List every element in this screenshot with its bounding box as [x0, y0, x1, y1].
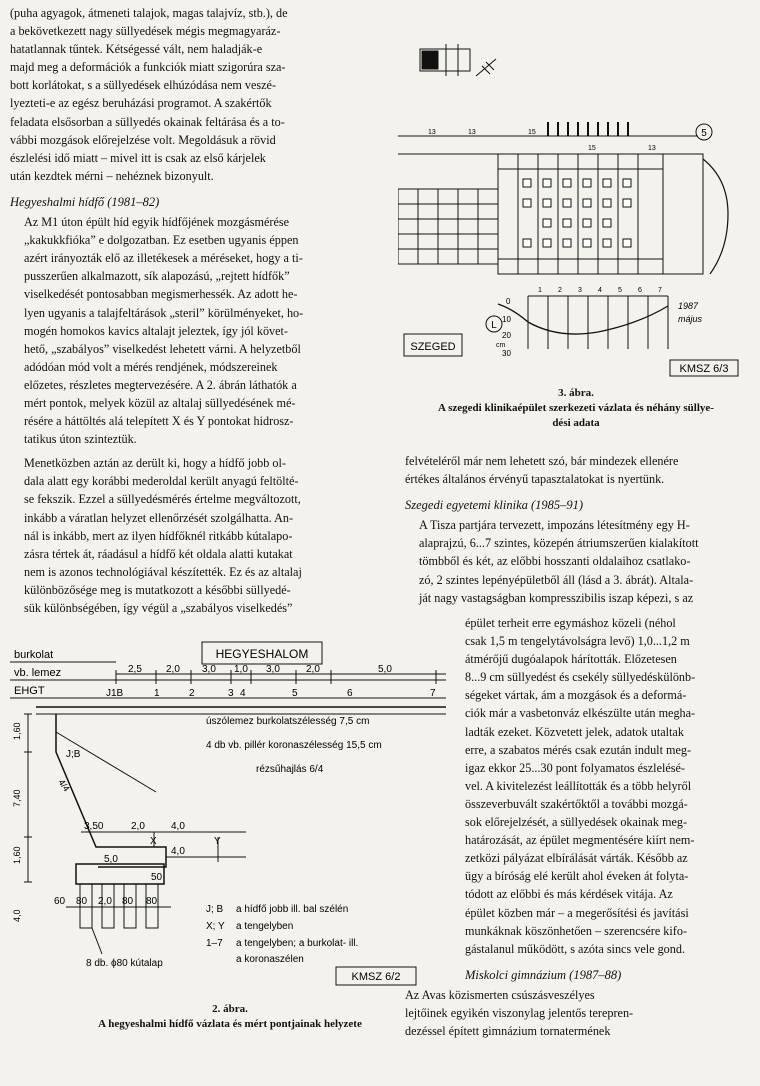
text-line: átmérőjű dugóalapok hárították. Előzetesen	[465, 652, 677, 667]
text-line: alaprajzú, 6...7 szintes, közepén átriumszerűen kialakított	[419, 536, 699, 551]
figure-2-caption	[10, 1002, 450, 1032]
text-line: értékes általános érvényű tapasztalatokat is nyertünk.	[405, 472, 665, 487]
point-j1b: J1B	[106, 688, 124, 699]
spacing-4: 1,0	[234, 664, 248, 675]
text-line: tódott az előbbi és más kérdések vitája. Az	[465, 887, 673, 902]
text-line: dala alatt egy korábbi mederoldal került anyagú feltölté-	[24, 474, 299, 489]
bottom-dim-80b: 80	[122, 896, 134, 907]
text-line: mogén homokos kavics altalajt jeleztek, így jól követ-	[24, 323, 288, 338]
text-line: Az M1 úton épült híd egyik hídfőjének mozgásmérése	[24, 215, 290, 230]
figure-3-szeged-diagram	[398, 4, 754, 384]
text-line: ügy a bíróság elé került ahol éveken át folyta-	[465, 869, 689, 884]
dim-50a: 5,0	[104, 854, 118, 865]
text-line: erre, a szabatos mérés csak ezután indult meg-	[465, 742, 692, 757]
text-line: adódóan mód volt a mérés rendjének, módszereinek	[24, 359, 278, 374]
point-y: Y	[214, 836, 221, 847]
legend-key-1: J; B	[206, 904, 224, 915]
stamp-kmsz-6-3: KMSZ 6/3	[679, 363, 729, 375]
figure-3-caption	[398, 386, 754, 431]
axis-label-0: 0	[506, 297, 511, 306]
text-line: bott korlátokat, s a süllyedések elhúzódása nem veszé-	[10, 78, 277, 93]
text-line: (puha agyagok, átmeneti talajok, magas talajvíz, stb.), de	[10, 6, 288, 20]
figure-2-caption-title: 2. ábra.	[212, 1003, 248, 1015]
point-2: 2	[189, 688, 195, 699]
kutalap-label: 8 db. ϕ80 kútalap	[86, 958, 163, 969]
axis-label-20: 20	[502, 331, 511, 340]
axis-label-30: 30	[502, 349, 511, 358]
bottom-dim-20: 2,0	[98, 896, 112, 907]
text-line: lyezteti-e az egész beruházási programot. A szakértők	[10, 96, 272, 111]
col-label-3: 3	[578, 287, 582, 294]
dim-20: 2,0	[131, 821, 145, 832]
point-6: 6	[347, 688, 353, 699]
side-label-burkolat: burkolat	[14, 649, 54, 661]
text-line: hatatlannak tűntek. Kétségessé vált, nem haladják-e	[10, 42, 263, 57]
text-line: épület közben már – a megerősítési és javítási	[465, 905, 689, 920]
slope-label: 4/4	[56, 777, 72, 794]
text-line: észlelési idő miatt – mivel itt is csak az első kárjelek	[10, 150, 266, 165]
circle-label-l: L	[491, 320, 497, 331]
paragraph-miskolc	[405, 986, 753, 1040]
text-line: feladata elsősorban a süllyedés okainak feltárása és a to-	[10, 114, 285, 129]
intro-text	[10, 4, 362, 185]
vdim-160-bottom: 1,60	[12, 846, 22, 864]
bottom-dim-80a: 80	[76, 896, 88, 907]
continuation-text	[405, 452, 753, 488]
axis-label-10: 10	[502, 315, 511, 324]
section-heading-szeged: Szegedi egyetemi klinika (1985–91)	[405, 498, 584, 513]
text-line: ladták ezeket. Közvetett jelek, adatok utaltak	[465, 724, 684, 739]
side-label-ehgt: EHGT	[14, 685, 45, 697]
text-line: lejtőinek egyikén viszonylag jelentős terepren-	[405, 1005, 634, 1020]
spacing-7: 5,0	[378, 664, 392, 675]
col-label-7: 7	[658, 287, 662, 294]
text-line: pusszerűen alkalmazott, sík alapozású, „rejtett hídfők”	[24, 269, 290, 284]
text-line: lyen ugyanis a talajfeltárások „steril” körülményeket, ho-	[24, 305, 304, 320]
dim-40a: 4,0	[171, 821, 185, 832]
szeged-label: SZEGED	[410, 341, 456, 353]
text-line: munkáknak köszönhetően – szerencsére kifo-	[465, 923, 687, 938]
note-2: 4 db vb. pillér koronaszélesség 15,5 cm	[206, 740, 382, 751]
text-line: tatikus úton szinteztük.	[24, 432, 137, 447]
col-label-6: 6	[638, 287, 642, 294]
text-line: zó, 2 szintes lepényépületből áll (lásd a 3. ábrát). Altala-	[419, 572, 694, 587]
text-line: mért pontok, melyek közül az altalaj süllyedésének mé-	[24, 395, 296, 410]
text-line: se fekszik. Ezzel a süllyedésmérés értelme megváltozott,	[24, 492, 301, 507]
text-line: után kezdtek mérni – nehéznek bizonyult.	[10, 168, 214, 183]
figure-2-caption-text: A hegyeshalmi hídfő vázlata és mért pontjainak helyzete	[98, 1018, 362, 1030]
point-3: 3	[228, 688, 234, 699]
spacing-2: 2,0	[166, 664, 180, 675]
vdim-160-top: 1,60	[12, 722, 22, 740]
spacing-5: 3,0	[266, 664, 280, 675]
text-line: ját nagy vastagságban kompresszibilis iszap képezi, s az	[419, 590, 694, 605]
text-line: azért irányozták elő az illetékesek a méréseket, hogy a ti-	[24, 251, 303, 266]
text-line: sük különbségében, így végül a „szabályos viselkedés”	[24, 601, 293, 615]
text-line: inkább a váratlan helyzet ellenőrzését szolgálhatta. An-	[24, 510, 294, 525]
hegyeshalom-label: HEGYESHALOM	[215, 647, 309, 661]
text-line: zásra tértek át, ráadásul a hídfő két oldala alatti kutakat	[24, 546, 293, 561]
col-label-4: 4	[598, 287, 602, 294]
point-1: 1	[154, 688, 160, 699]
left-column	[10, 4, 362, 617]
legend-text-4: a koronaszélen	[236, 954, 304, 965]
figure-3-caption-text-2: dési adata	[552, 417, 600, 429]
figure-3-caption-title: 3. ábra.	[558, 387, 594, 399]
dim-label-4: 15	[588, 145, 596, 152]
point-5: 5	[292, 688, 298, 699]
text-line: sok előrejelzését, a süllyedések okainak meg-	[465, 815, 687, 830]
paragraph-hegyeshalom-1	[10, 213, 362, 448]
figure-2-hegyeshalom-diagram	[6, 632, 454, 1002]
bottom-dim-80c: 80	[146, 896, 158, 907]
legend-text-1: a hídfő jobb ill. bal szélén	[236, 904, 349, 915]
year-label: 1987	[678, 301, 699, 311]
dim-label-1: 13	[428, 129, 436, 136]
text-line: ségeket vártak, ám a mozgások és a deformá-	[465, 688, 687, 703]
text-line: vábbi mozgások előrejelzése volt. Megoldásuk a rövid	[10, 132, 276, 147]
dim-40b: 4,0	[171, 846, 185, 857]
section-heading-miskolc: Miskolci gimnázium (1987–88)	[465, 967, 622, 982]
legend-key-3: 1–7	[206, 938, 223, 949]
paragraph-hegyeshalom-2	[10, 454, 362, 617]
text-line: hető, „szabályos” viselkedést lehetett várni. A helyzetből	[24, 341, 301, 356]
text-line: ciók már a vasbetonváz elkészülte után megha-	[465, 706, 696, 721]
note-1: úszólemez burkolatszélesség 7,5 cm	[206, 716, 370, 727]
spacing-1: 2,5	[128, 664, 142, 675]
text-line: „kakukkfióka” e dolgozatban. Ez esetben ugyanis éppen	[24, 233, 299, 248]
legend-text-2: a tengelyben	[236, 921, 294, 932]
text-line: határozását, az épület megmentésére kiírt nem-	[465, 833, 695, 848]
text-line: résére a háttöltés alá telepített X és Y pontokat hidrosz-	[24, 414, 294, 429]
circle-label-5: 5	[701, 128, 707, 139]
paragraph-szeged	[405, 516, 753, 606]
text-line: majd meg a deformációk a funkciók miatt szigorúra sza-	[10, 60, 286, 75]
bottom-dim-60: 60	[54, 896, 66, 907]
text-line: viselkedését pontosabban megismerhessék. Az adott he-	[24, 287, 298, 302]
dim-label-3: 15	[528, 129, 536, 136]
vdim-40: 4,0	[12, 909, 22, 922]
axis-unit: cm	[496, 342, 506, 349]
label-jb: J;B	[66, 749, 81, 760]
dim-label-2: 13	[468, 129, 476, 136]
text-line: Menetközben aztán az derült ki, hogy a hídfő jobb ol-	[24, 456, 286, 471]
figure-3-caption-text: A szegedi klinikaépület szerkezeti vázlata és néhány süllye-	[438, 402, 714, 414]
text-line: felvételéről már nem lehetett szó, bár mindezek ellenére	[405, 454, 679, 468]
month-label: május	[678, 314, 703, 324]
text-line: a bekövetkezett nagy süllyedések mégis megmagyaráz-	[10, 24, 281, 39]
dim-350: 3,50	[84, 821, 104, 832]
text-line: különbözősége meg is mutatkozott a későbbi süllyedé-	[24, 582, 291, 597]
col-label-2: 2	[558, 287, 562, 294]
section-heading-hegyeshalom: Hegyeshalmi hídfő (1981–82)	[10, 194, 160, 209]
dim-50b: 50	[151, 872, 163, 883]
text-line: vel. A kivitelezést leállították és a több helyről	[465, 778, 692, 793]
col-label-5: 5	[618, 287, 622, 294]
text-line: 8...9 cm süllyedést és csekély süllyedéskülönb-	[465, 670, 696, 685]
text-line: A Tisza partjára tervezett, impozáns létesítmény egy H-	[419, 518, 690, 533]
text-line: gástalanul működött, s azóta sincs vele gond.	[465, 941, 686, 956]
note-3: rézsűhajlás 6/4	[256, 764, 324, 775]
legend-text-3: a tengelyben; a burkolat- ill.	[236, 938, 359, 949]
vdim-740: 7,40	[12, 789, 22, 807]
spacing-3: 3,0	[202, 664, 216, 675]
side-label-vb-lemez: vb. lemez	[14, 667, 62, 679]
text-line: épület terheit erre egymáshoz közeli (néhol	[465, 616, 676, 630]
dim-label-5: 13	[648, 145, 656, 152]
text-line: dezéssel épített gimnázium tornatermének	[405, 1024, 611, 1039]
text-line: előzetes, részletes megtervezésére. A 2. ábrán láthatók a	[24, 377, 297, 392]
text-line: zetközi pályázat elbírálását várták. Később az	[465, 851, 688, 866]
text-line: igaz ekkor 25...30 pont folyamatos észlelésé-	[465, 760, 685, 775]
point-x: X	[150, 836, 157, 847]
stamp-kmsz-6-2: KMSZ 6/2	[351, 971, 401, 983]
text-line: csak 1,5 m tengelytávolságra levő) 1,0...1,2 m	[465, 634, 690, 649]
text-line: nál is inkább, mert az ilyen hídfőknél ritkább kútalapo-	[24, 528, 293, 543]
legend-key-2: X; Y	[206, 921, 225, 932]
text-line: nem is azonos technológiával készítették. Ez és az altalaj	[24, 564, 302, 579]
spacing-6: 2,0	[306, 664, 320, 675]
point-7: 7	[430, 688, 436, 699]
wrapped-paragraph-szeged	[405, 614, 753, 1040]
right-column	[405, 452, 753, 607]
text-line: Az Avas közismerten csúszásveszélyes	[405, 987, 595, 1002]
text-line: összeverbuvált szakértőktől a további mozgá-	[465, 796, 688, 811]
col-label-1: 1	[538, 287, 542, 294]
point-4: 4	[240, 688, 246, 699]
text-line: tömbből és két, az előbbi hosszanti oldalaihoz csatlako-	[419, 554, 691, 569]
